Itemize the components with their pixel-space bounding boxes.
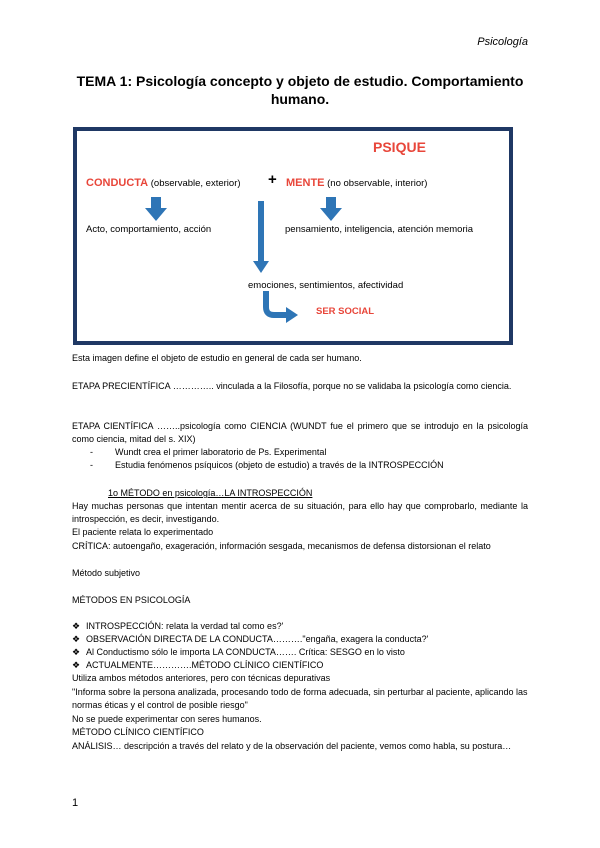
list-item: Wundt crea el primer laboratorio de Ps. Experimental — [115, 447, 327, 457]
page-number: 1 — [72, 797, 79, 809]
diagram-conducta-row — [86, 177, 241, 189]
diamond-bullet-icon: ❖ — [72, 660, 81, 670]
metodo1-body: Hay muchas personas que intentan mentir acerca de su situación, para ello hay que comprobarlo, mediante la introspección, es decir, investigando. — [72, 501, 528, 524]
psique-diagram — [73, 127, 513, 345]
list-item: OBSERVACIÓN DIRECTA DE LA CONDUCTA………."engaña, exagera la conducta?' — [86, 634, 429, 644]
dash-bullet: - — [90, 460, 93, 470]
arrow-down-icon — [145, 197, 167, 221]
diagram-conducta: CONDUCTA — [86, 177, 149, 189]
metodos-heading: MÉTODOS EN PSICOLOGÍA — [72, 595, 191, 605]
no-experimentar-text: No se puede experimentar con seres humanos. — [72, 714, 262, 724]
diagram-conducta-note: (observable, exterior) — [148, 178, 241, 189]
diagram-mente: MENTE — [286, 177, 325, 189]
quote-text: "Informa sobre la persona analizada, procesando todo de forma adecuada, sin perturbar al paciente, aplicando las normas éticas y el control de posible riesgo" — [72, 687, 528, 710]
long-arrow-down-icon — [253, 201, 269, 273]
header-section: Psicología — [477, 36, 528, 48]
diagram-caption: Esta imagen define el objeto de estudio en general de cada ser humano. — [72, 353, 362, 363]
diagram-emociones: emociones, sentimientos, afectividad — [248, 280, 404, 291]
diagram-mente-note: (no observable, interior) — [324, 178, 428, 189]
diagram-ser-social: SER SOCIAL — [316, 306, 375, 317]
curved-arrow-icon — [260, 291, 300, 323]
diamond-bullet-icon: ❖ — [72, 647, 81, 657]
metodo-subjetivo: Método subjetivo — [72, 568, 141, 578]
clinico-heading: MÉTODO CLÍNICO CIENTÍFICO — [72, 727, 204, 737]
list-item: INTROSPECCIÓN: relata la verdad tal como es?' — [86, 621, 284, 631]
diagram-acto: Acto, comportamiento, acción — [86, 224, 212, 235]
metodo1-line2: El paciente relata lo experimentado — [72, 527, 214, 537]
diamond-bullet-icon: ❖ — [72, 634, 81, 644]
arrow-down-icon — [320, 197, 342, 221]
analisis-text: ANÁLISIS… descripción a través del relato y de la observación del paciente, vemos como habla, su postura… — [72, 741, 512, 751]
list-item: ACTUALMENTE………….MÉTODO CLÍNICO CIENTÍFICO — [86, 660, 324, 670]
diagram-plus: + — [268, 171, 277, 188]
critica-text: CRÍTICA: autoengaño, exageración, información sesgada, mecanismos de defensa distorsionan el relato — [72, 541, 491, 551]
list-item: Al Conductismo sólo le importa LA CONDUCTA……. Crítica: SESGO en lo visto — [86, 647, 405, 657]
diagram-mente-row — [286, 177, 427, 189]
metodo1-heading: 1o MÉTODO en psicología…LA INTROSPECCIÓN — [108, 488, 313, 498]
diagram-psique: PSIQUE — [373, 139, 426, 155]
page-title: TEMA 1: Psicología concepto y objeto de estudio. Comportamiento humano. — [76, 73, 524, 107]
diamond-bullet-icon: ❖ — [72, 621, 81, 631]
utiliza-text: Utiliza ambos métodos anteriores, pero con técnicas depurativas — [72, 673, 331, 683]
etapa-cientifica: ETAPA CIENTÍFICA ……..psicología como CIENCIA (WUNDT fue el primero que se introdujo en la psicología como ciencia, mitad del s. XIX) — [72, 421, 528, 444]
list-item: Estudia fenómenos psíquicos (objeto de estudio) a través de la INTROSPECCIÓN — [115, 460, 444, 470]
diagram-pensamiento: pensamiento, inteligencia, atención memoria — [285, 224, 473, 235]
etapa-precientifica: ETAPA PRECIENTÍFICA ………….. vinculada a la Filosofía, porque no se validaba la psicología como ciencia. — [72, 381, 512, 391]
dash-bullet: - — [90, 447, 93, 457]
